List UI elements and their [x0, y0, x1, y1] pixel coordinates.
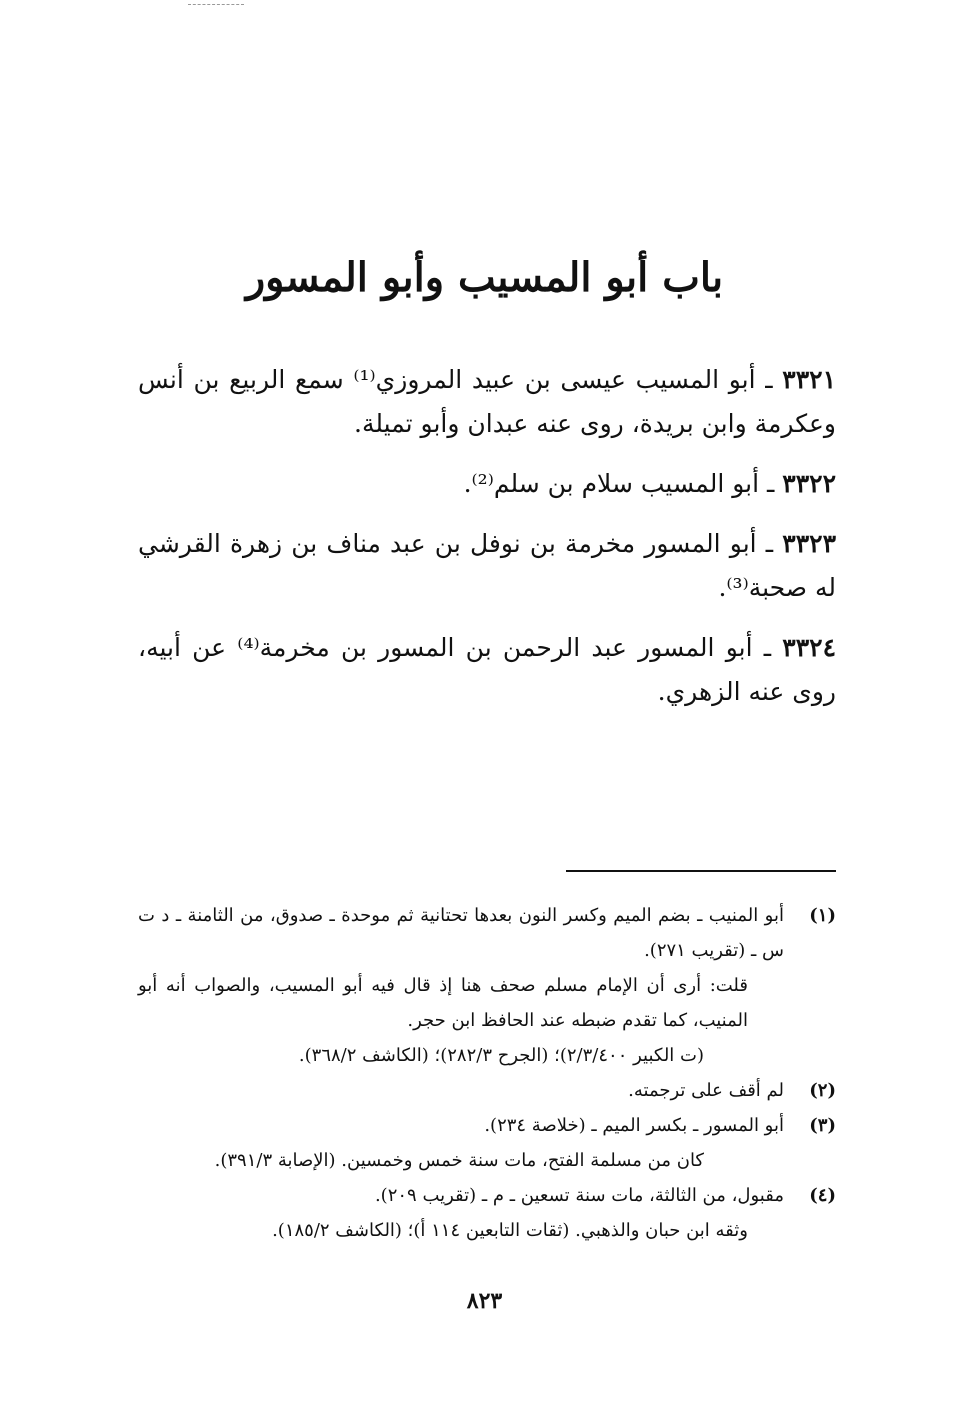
footnote-marker: (١) — [809, 905, 836, 926]
footnote-text: لم أقف على ترجمته. — [628, 1080, 784, 1101]
entry-text: أبو المسيب عيسى بن عبيد المروزي⁽¹⁾ سمع الربيع بن أنس وعكرمة وابن بريدة، روى عنه عبدان وأبو تميلة. — [138, 365, 836, 438]
entry-dash: ـ — [752, 633, 772, 662]
footnotes — [138, 898, 836, 1248]
footnote-1 — [138, 898, 836, 968]
entry-text: أبو المسور عبد الرحمن بن المسور بن مخرمة⁽⁴⁾ عن أبيه، روى عنه الزهري. — [138, 633, 836, 706]
entry-dash: ـ — [756, 529, 774, 558]
chapter-title: باب أبو المسيب وأبو المسور — [245, 254, 724, 301]
entry-3324 — [138, 626, 836, 714]
entry-dash: ـ — [759, 469, 775, 498]
footnote-divider — [566, 870, 836, 872]
entry-number: ٣٣٢٤ — [782, 633, 836, 662]
footnote-3-note: كان من مسلمة الفتح، مات سنة خمس وخمسين. (الإصابة ٣٩١/٣). — [214, 1150, 704, 1171]
top-dashed-mark — [188, 4, 244, 5]
entry-3321 — [138, 358, 836, 446]
entry-text: أبو المسيب سلام بن سلم⁽²⁾. — [463, 469, 760, 498]
entry-number: ٣٣٢٣ — [782, 529, 836, 558]
footnote-4 — [138, 1178, 836, 1213]
page-number: ٨٢٣ — [466, 1288, 503, 1314]
footnote-marker: (٣) — [809, 1115, 836, 1136]
entry-3322 — [138, 462, 836, 506]
footnote-marker: (٢) — [809, 1080, 836, 1101]
footnote-3 — [138, 1108, 836, 1143]
footnote-1-note: قلت: أرى أن الإمام مسلم صحف هنا إذ قال فيه أبو المسيب، والصواب أنه أبو المنيب، كما تقدم ضبطه عند الحافظ ابن حجر. — [138, 975, 748, 1031]
entries-list — [138, 358, 836, 730]
footnote-2 — [138, 1073, 836, 1108]
footnote-4-note: وثقه ابن حبان والذهبي. (ثقات التابعين ١١٤ أ)؛ (الكاشف ١٨٥/٢). — [272, 1220, 748, 1241]
footnote-text: مقبول، من الثالثة، مات سنة تسعين ـ م ـ (تقريب ٢٠٩). — [374, 1185, 784, 1206]
footnote-text: أبو المنيب ـ بضم الميم وكسر النون بعدها تحتانية ثم موحدة ـ صدوق، من الثامنة ـ د ت س ـ (تقريب ٢٧١). — [138, 905, 784, 961]
entry-dash: ـ — [755, 365, 773, 394]
footnote-text: أبو المسور ـ بكسر الميم ـ (خلاصة ٢٣٤). — [484, 1115, 784, 1136]
entry-text: أبو المسور مخرمة بن نوفل بن عبد مناف بن زهرة القرشي له صحبة⁽³⁾. — [138, 529, 836, 602]
footnote-1-ref: (ت الكبير ٢/٣/٤٠٠)؛ (الجرح ٢٨٢/٣)؛ (الكاشف ٣٦٨/٢). — [298, 1045, 704, 1066]
entry-number: ٣٣٢٢ — [782, 469, 836, 498]
entry-3323 — [138, 522, 836, 610]
entry-number: ٣٣٢١ — [782, 365, 836, 394]
footnote-marker: (٤) — [809, 1185, 836, 1206]
